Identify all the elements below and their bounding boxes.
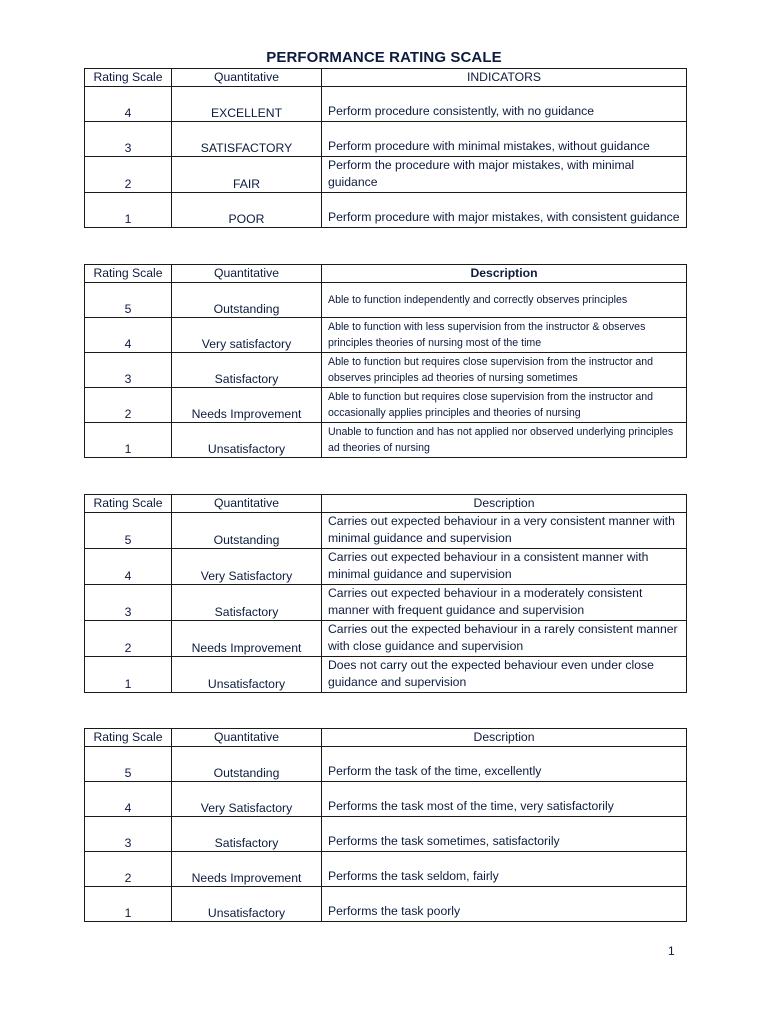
table-header-row <box>85 495 687 513</box>
quantitative-cell: EXCELLENT <box>172 87 322 122</box>
table-row <box>85 657 687 693</box>
table-row <box>85 157 687 193</box>
quantitative-cell: SATISFACTORY <box>172 122 322 157</box>
page-number: 1 <box>668 944 675 958</box>
header-rating-scale: Rating Scale <box>85 265 172 283</box>
rating-cell: 2 <box>85 388 172 423</box>
description-cell: Able to function independently and correctly observes principles <box>322 283 687 318</box>
quantitative-cell: Satisfactory <box>172 817 322 852</box>
rating-cell: 1 <box>85 657 172 693</box>
rating-cell: 3 <box>85 353 172 388</box>
table-row <box>85 122 687 157</box>
rating-cell: 4 <box>85 87 172 122</box>
rating-cell: 4 <box>85 318 172 353</box>
quantitative-cell: Needs Improvement <box>172 621 322 657</box>
description-cell: Carries out expected behaviour in a consistent manner with minimal guidance and supervision <box>322 549 687 585</box>
table-row <box>85 318 687 353</box>
table-row <box>85 423 687 458</box>
quantitative-cell: Needs Improvement <box>172 852 322 887</box>
description-cell: Able to function but requires close supervision from the instructor and observes principles ad theories of nursing sometimes <box>322 353 687 388</box>
rating-cell: 4 <box>85 549 172 585</box>
rating-cell: 5 <box>85 747 172 782</box>
rating-cell: 3 <box>85 122 172 157</box>
description-cell: Does not carry out the expected behaviour even under close guidance and supervision <box>322 657 687 693</box>
quantitative-cell: Very Satisfactory <box>172 782 322 817</box>
description-cell: Able to function but requires close supervision from the instructor and occasionally applies principles and theories of nursing <box>322 388 687 423</box>
rating-cell: 1 <box>85 887 172 922</box>
header-description: Description <box>322 729 687 747</box>
header-quantitative: Quantitative <box>172 69 322 87</box>
header-rating-scale: Rating Scale <box>85 69 172 87</box>
rating-cell: 2 <box>85 852 172 887</box>
quantitative-cell: Outstanding <box>172 513 322 549</box>
header-quantitative: Quantitative <box>172 495 322 513</box>
header-quantitative: Quantitative <box>172 265 322 283</box>
description-cell: Unable to function and has not applied nor observed underlying principles ad theories of nursing <box>322 423 687 458</box>
description-cell: Able to function with less supervision from the instructor & observes principles theories of nursing most of the time <box>322 318 687 353</box>
description-cell: Performs the task poorly <box>322 887 687 922</box>
table-row <box>85 887 687 922</box>
table-row <box>85 513 687 549</box>
quantitative-cell: Unsatisfactory <box>172 423 322 458</box>
header-description: Description <box>322 495 687 513</box>
table-header-row <box>85 265 687 283</box>
table-row <box>85 87 687 122</box>
description-cell: Perform procedure consistently, with no guidance <box>322 87 687 122</box>
rating-cell: 1 <box>85 423 172 458</box>
header-description: Description <box>322 265 687 283</box>
table-header-row <box>85 69 687 87</box>
description-cell: Carries out expected behaviour in a moderately consistent manner with frequent guidance and supervision <box>322 585 687 621</box>
table-header-row <box>85 729 687 747</box>
table-row <box>85 283 687 318</box>
table-row <box>85 585 687 621</box>
quantitative-cell: Unsatisfactory <box>172 657 322 693</box>
quantitative-cell: Needs Improvement <box>172 388 322 423</box>
table-row <box>85 852 687 887</box>
table-row <box>85 817 687 852</box>
table-row <box>85 747 687 782</box>
table-row <box>85 193 687 228</box>
rating-table-behaviour <box>84 494 687 693</box>
quantitative-cell: Unsatisfactory <box>172 887 322 922</box>
description-cell: Perform the procedure with major mistakes, with minimal guidance <box>322 157 687 193</box>
description-cell: Performs the task seldom, fairly <box>322 852 687 887</box>
table-row <box>85 388 687 423</box>
rating-cell: 3 <box>85 585 172 621</box>
description-cell: Perform the task of the time, excellently <box>322 747 687 782</box>
table-row <box>85 549 687 585</box>
table-row <box>85 353 687 388</box>
rating-table-task <box>84 728 687 922</box>
description-cell: Performs the task sometimes, satisfactorily <box>322 817 687 852</box>
quantitative-cell: Satisfactory <box>172 353 322 388</box>
header-indicators: INDICATORS <box>322 69 687 87</box>
quantitative-cell: Outstanding <box>172 747 322 782</box>
description-cell: Carries out expected behaviour in a very consistent manner with minimal guidance and supervision <box>322 513 687 549</box>
rating-cell: 2 <box>85 157 172 193</box>
description-cell: Perform procedure with major mistakes, with consistent guidance <box>322 193 687 228</box>
quantitative-cell: Very Satisfactory <box>172 549 322 585</box>
rating-cell: 5 <box>85 283 172 318</box>
rating-cell: 3 <box>85 817 172 852</box>
quantitative-cell: Very satisfactory <box>172 318 322 353</box>
description-cell: Carries out the expected behaviour in a rarely consistent manner with close guidance and supervision <box>322 621 687 657</box>
description-cell: Performs the task most of the time, very satisfactorily <box>322 782 687 817</box>
rating-cell: 1 <box>85 193 172 228</box>
table-row <box>85 782 687 817</box>
header-quantitative: Quantitative <box>172 729 322 747</box>
header-rating-scale: Rating Scale <box>85 729 172 747</box>
quantitative-cell: POOR <box>172 193 322 228</box>
header-rating-scale: Rating Scale <box>85 495 172 513</box>
table-row <box>85 621 687 657</box>
description-cell: Perform procedure with minimal mistakes, without guidance <box>322 122 687 157</box>
quantitative-cell: Outstanding <box>172 283 322 318</box>
rating-cell: 5 <box>85 513 172 549</box>
rating-cell: 4 <box>85 782 172 817</box>
rating-table-indicators <box>84 68 687 228</box>
rating-cell: 2 <box>85 621 172 657</box>
quantitative-cell: Satisfactory <box>172 585 322 621</box>
quantitative-cell: FAIR <box>172 157 322 193</box>
page-title: PERFORMANCE RATING SCALE <box>266 49 502 66</box>
rating-table-principles <box>84 264 687 458</box>
